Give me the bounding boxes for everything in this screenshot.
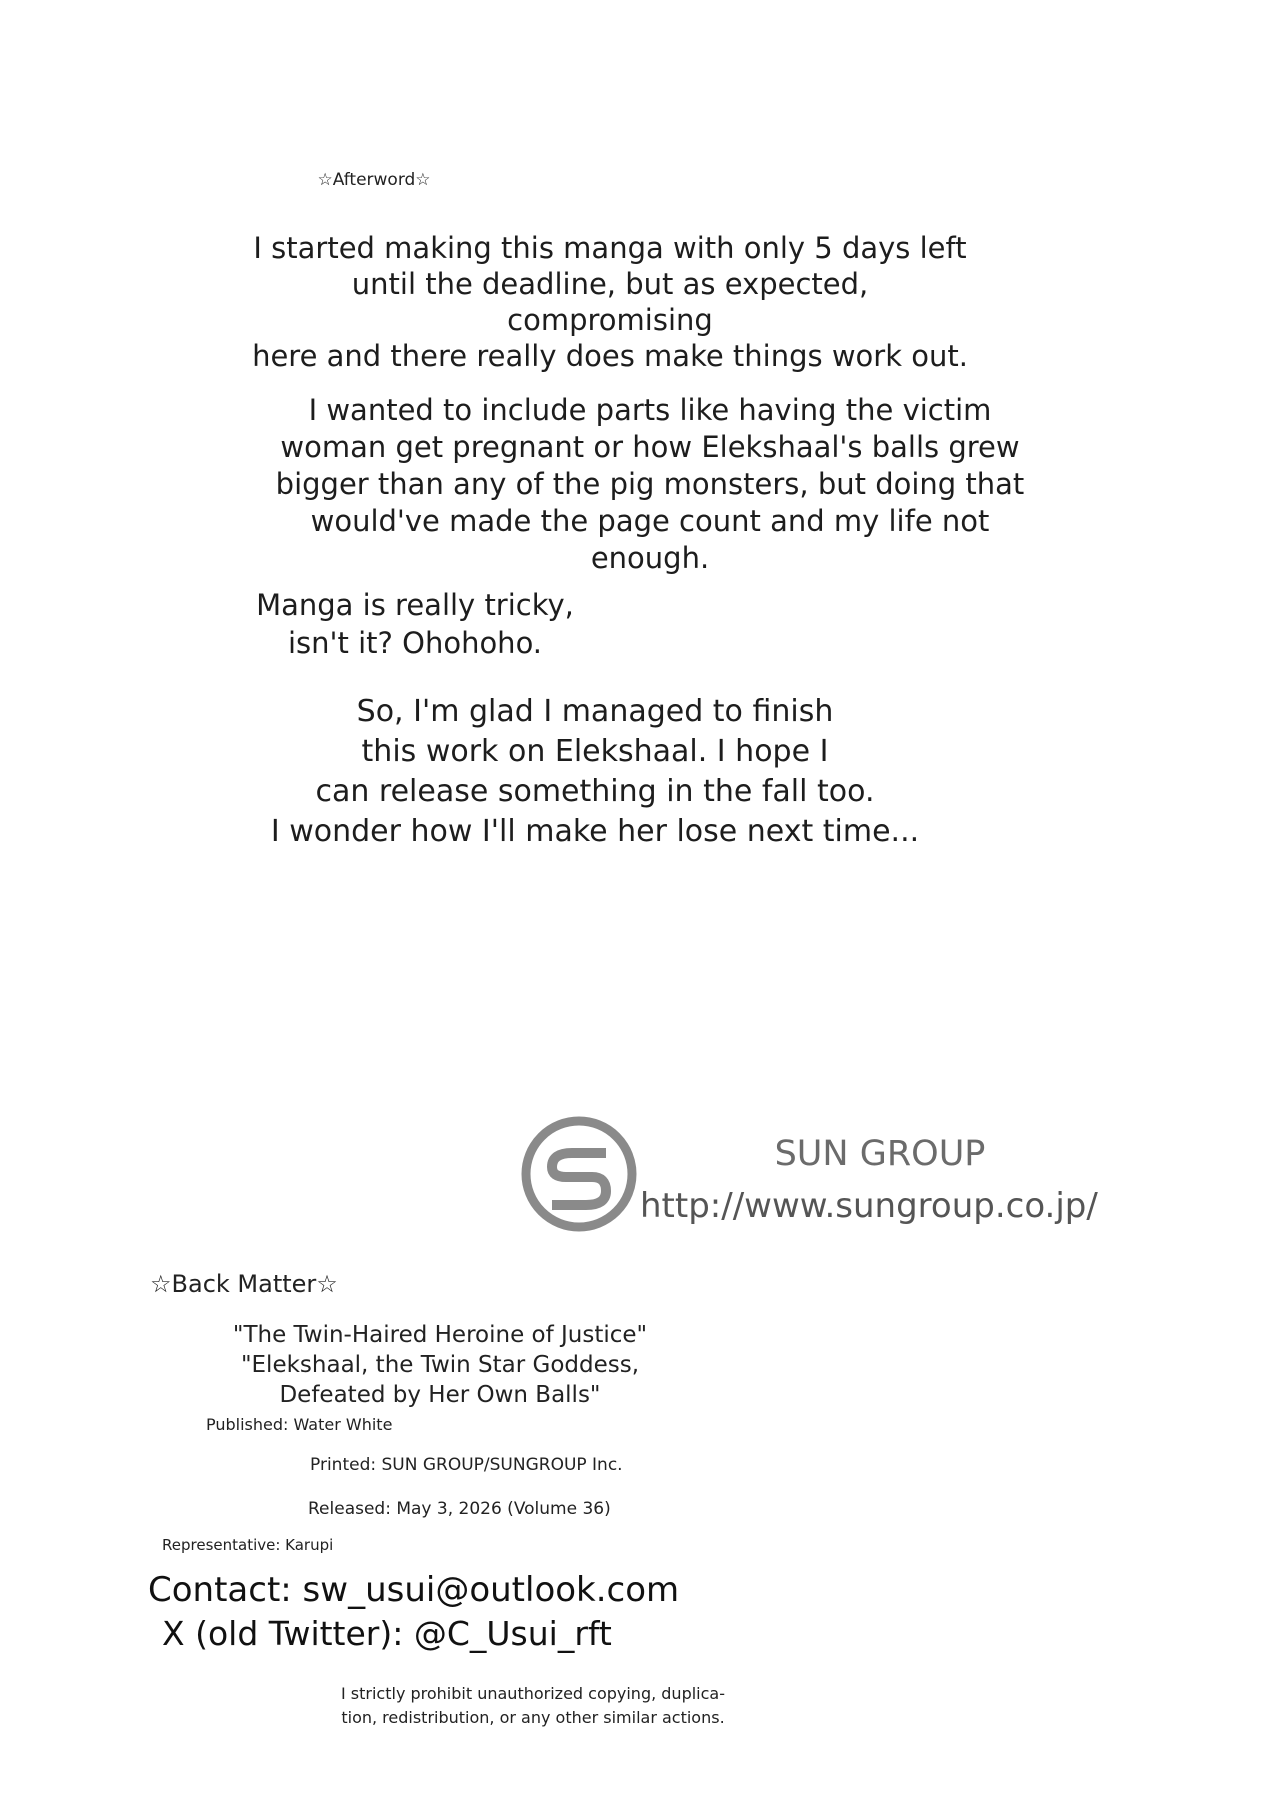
contact-twitter[interactable]: X (old Twitter): @C_Usui_rft	[162, 1614, 612, 1653]
publisher-url[interactable]: http://www.sungroup.co.jp/	[640, 1186, 1098, 1226]
publisher-name: SUN GROUP	[774, 1134, 986, 1174]
contact-email[interactable]: Contact: sw_usui@outlook.com	[148, 1570, 680, 1610]
back-matter-heading: ☆Back Matter☆	[150, 1270, 338, 1298]
sun-group-logo-icon	[520, 1115, 638, 1233]
afterword-heading: ☆Afterword☆	[317, 170, 431, 190]
afterword-paragraph-1: I started making this manga with only 5 days left until the deadline, but as expected, compromising here and there really does make things work out.	[252, 231, 968, 373]
afterword-paragraph-3: Manga is really tricky, isn't it? Ohohoho.	[256, 588, 574, 660]
printed-line: Printed: SUN GROUP/SUNGROUP Inc.	[310, 1455, 623, 1475]
afterword-paragraph-2: I wanted to include parts like having the victim woman get pregnant or how Elekshaal's balls grew bigger than any of the pig monsters, but doing that would've made the page count and my life not enough.	[275, 393, 1025, 575]
representative-line: Representative: Karupi	[162, 1536, 334, 1554]
copyright-notice: I strictly prohibit unauthorized copying, duplica- tion, redistribution, or any other similar actions.	[340, 1684, 725, 1727]
work-title: "The Twin-Haired Heroine of Justice" "Elekshaal, the Twin Star Goddess, Defeated by Her Own Balls"	[232, 1322, 648, 1408]
afterword-paragraph-4: So, I'm glad I managed to finish this work on Elekshaal. I hope I can release something in the fall too. I wonder how I'll make her lose next time...	[270, 694, 920, 849]
published-line: Published: Water White	[206, 1415, 393, 1434]
released-line: Released: May 3, 2026 (Volume 36)	[308, 1499, 611, 1519]
